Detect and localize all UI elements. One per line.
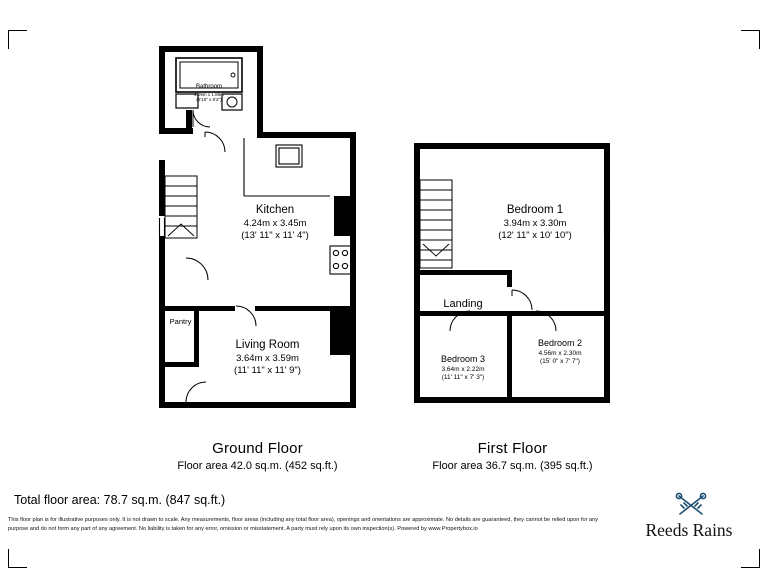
room-name: Bathroom (195, 84, 222, 90)
room-dimension-metric: 3.94m x 3.30m (503, 217, 567, 229)
room-name: Pantry (169, 317, 192, 326)
crop-mark-bottom-left (8, 549, 27, 568)
disclaimer-text: This floor plan is for illustrative purposes only. It is not drawn to scale. Any measurements, floor areas (including any total floor area), openings and orientations are approximate. No details are guaranteed, they cannot be relied upon for any purpose and do not form any part of any agreement. No liability is taken for any error, omission or misstatement. A party must rely upon its own inspection(s). Powered by www.Propertybox.io (8, 517, 599, 532)
room-dimension-imperial: (15' 0" x 7' 7") (540, 357, 580, 365)
room-label-landing (415, 297, 511, 311)
room-label-bedroom-3 (413, 354, 513, 382)
total-floor-area: Total floor area: 78.7 sq.m. (847 sq.ft.) (14, 493, 226, 507)
room-dimension-metric: 4.56m x 2.30m (538, 349, 582, 357)
room-dimension-metric: 2.09m x 1.89m (194, 91, 224, 97)
room-dimension-imperial: (6'10" x 6'2") (196, 97, 222, 103)
room-name: Landing (443, 298, 483, 310)
room-dimension-imperial: (11' 11" x 7' 3") (441, 373, 485, 381)
crossed-keys-icon (674, 492, 708, 518)
room-dimension-metric: 3.64m x 2.22m (441, 365, 485, 373)
ground-floor-area: Floor area 42.0 sq.m. (452 sq.ft.) (177, 460, 338, 472)
room-name: Bedroom 1 (506, 204, 564, 216)
room-dimension-metric: 3.64m x 3.59m (236, 352, 299, 364)
room-dimension-imperial: (12' 11" x 10' 10") (498, 229, 572, 241)
room-label-bedroom-2 (510, 338, 610, 366)
first-floor-area: Floor area 36.7 sq.m. (395 sq.ft.) (432, 460, 593, 472)
room-label-bedroom-1 (450, 203, 620, 242)
room-dimension-imperial: (11' 11" x 11' 9") (234, 364, 301, 376)
room-label-kitchen (205, 203, 345, 242)
first-floor-title: First Floor (477, 440, 548, 457)
room-dimension-imperial: (13' 11" x 11' 4") (241, 229, 309, 241)
brand-name: Reeds Rains (645, 520, 733, 540)
room-label-bathroom (178, 84, 240, 103)
ground-floor-title: Ground Floor (212, 440, 303, 457)
room-name: Kitchen (255, 204, 295, 216)
brand-logo (624, 492, 754, 552)
room-name: Living Room (235, 339, 300, 351)
room-label-living-room (195, 338, 340, 377)
room-name: Bedroom 2 (537, 338, 583, 348)
room-label-pantry (153, 317, 208, 327)
room-name: Bedroom 3 (440, 354, 486, 364)
room-dimension-metric: 4.24m x 3.45m (243, 217, 307, 229)
